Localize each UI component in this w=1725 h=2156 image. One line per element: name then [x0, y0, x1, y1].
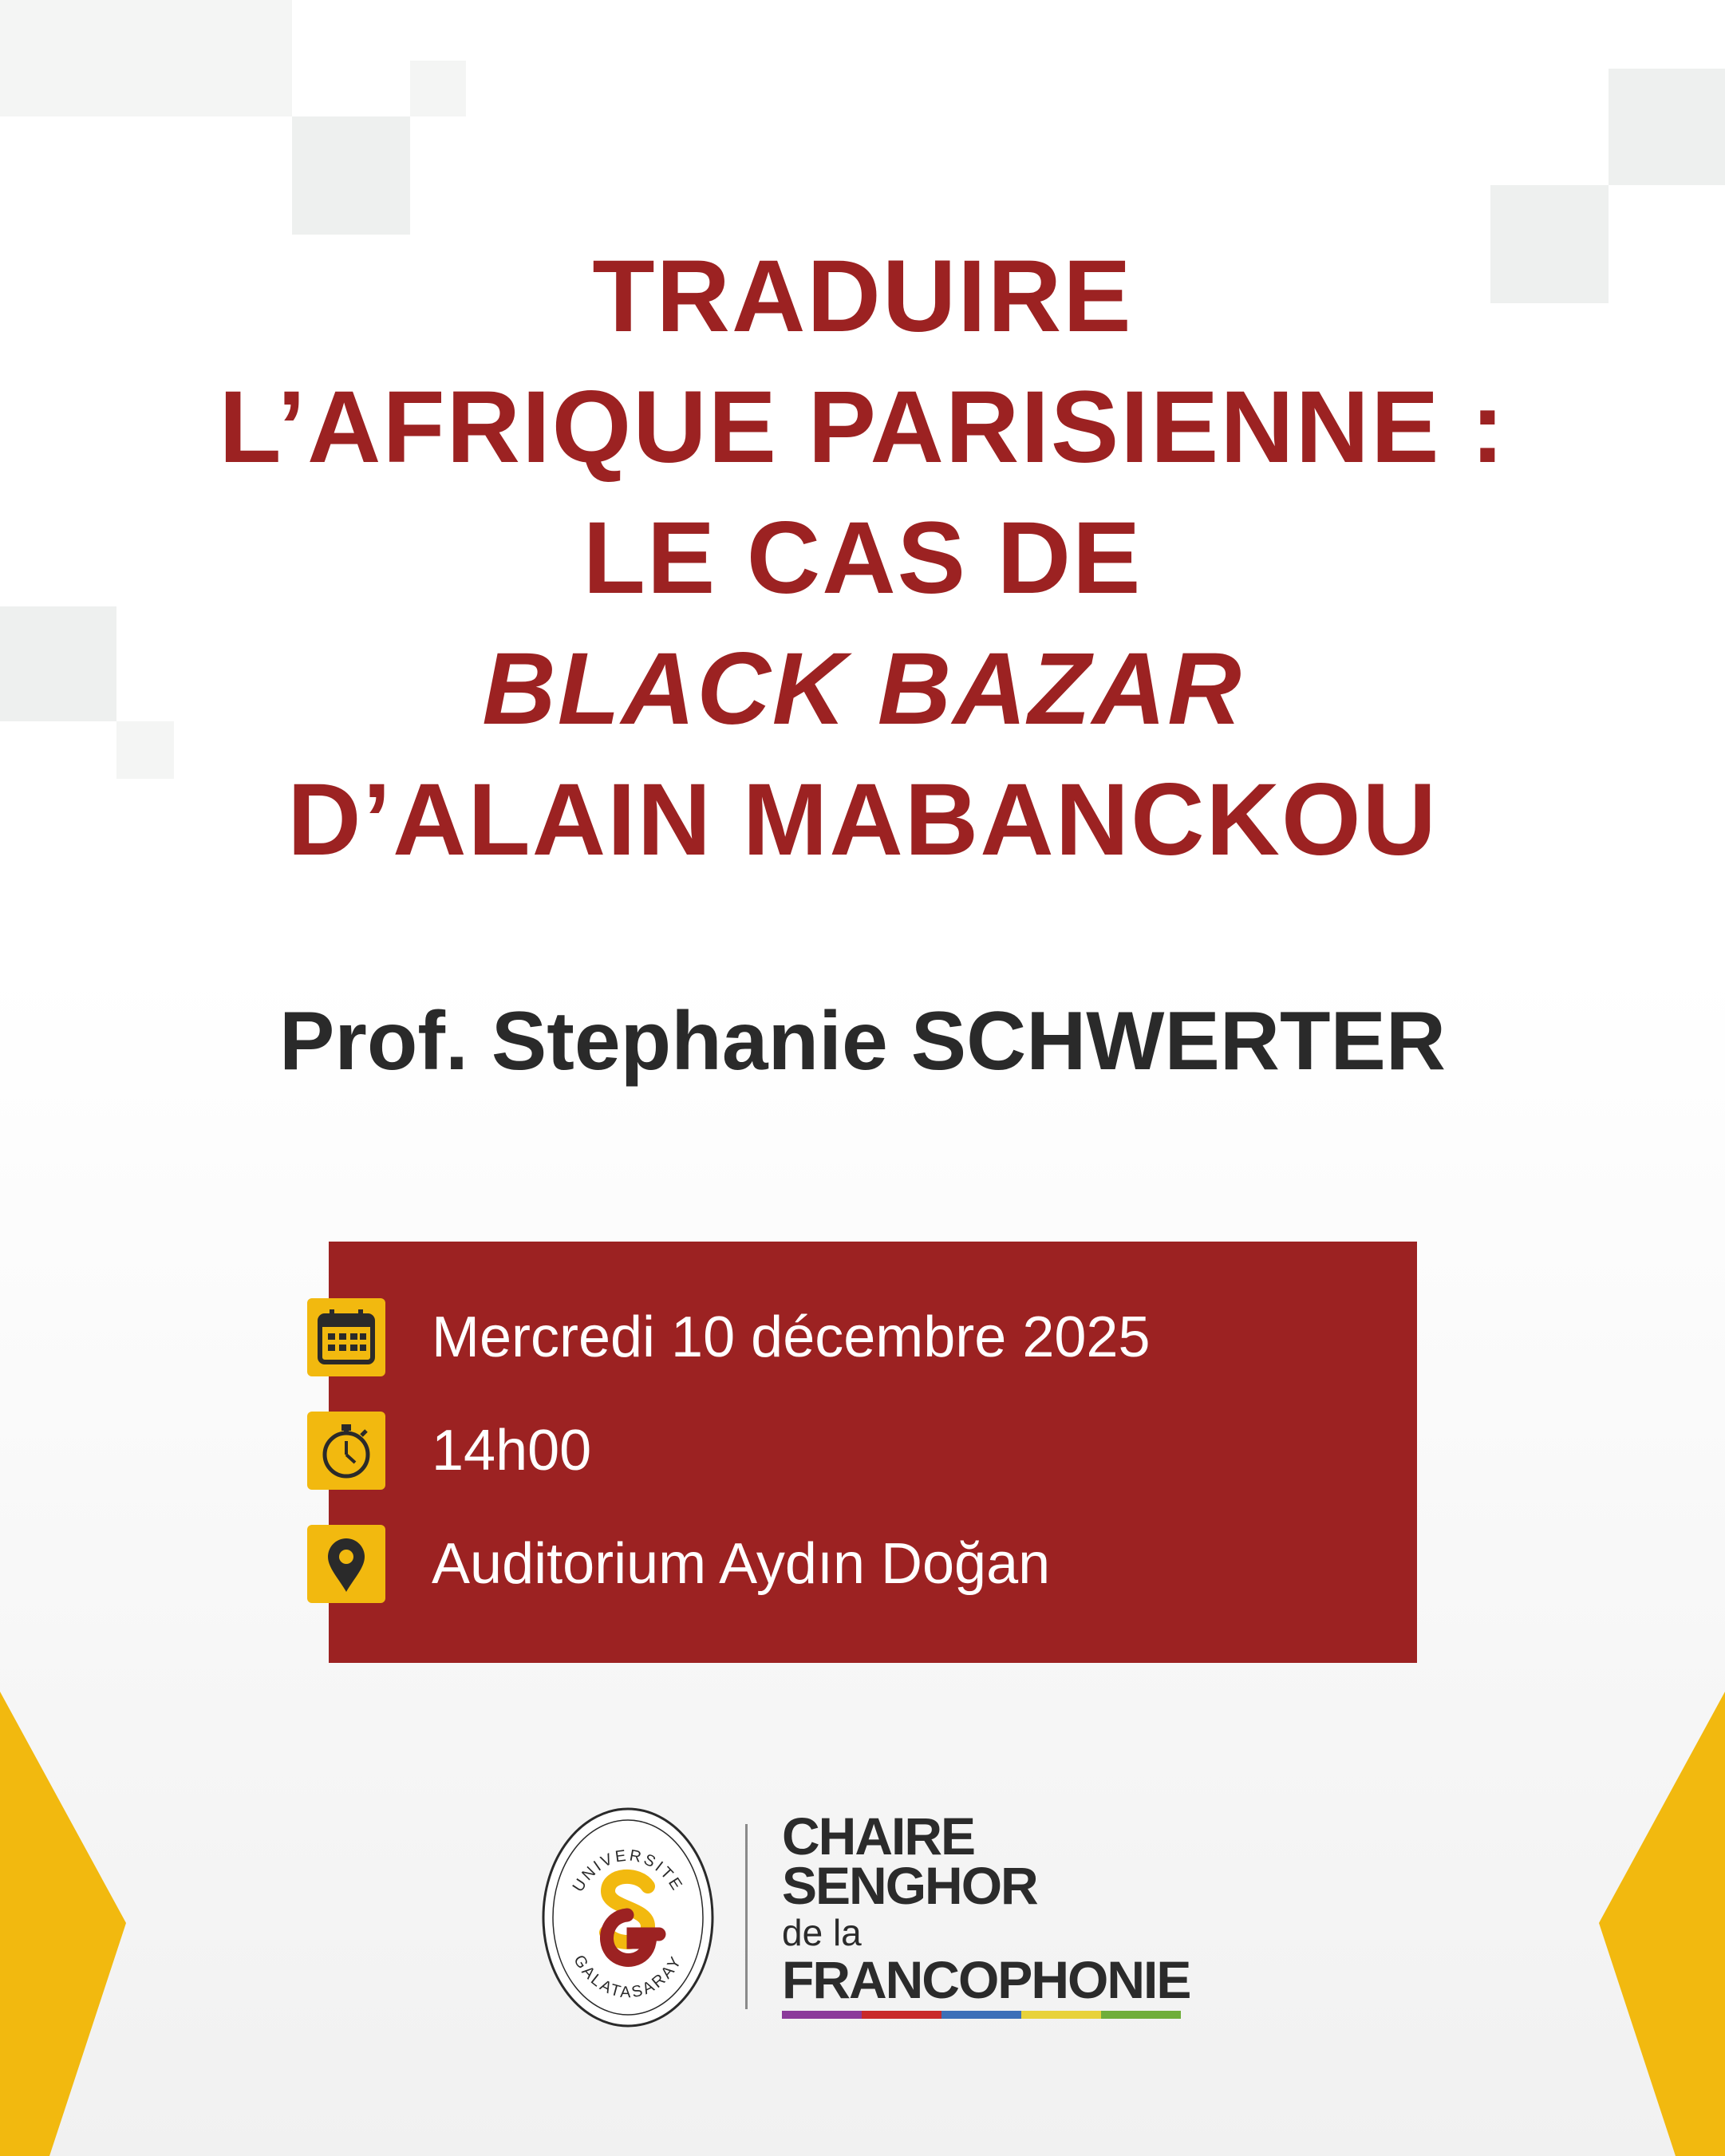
location-row — [307, 1524, 1344, 1604]
seal-top-text: UNIVERSITE — [569, 1846, 687, 1896]
chaire-line: de la — [782, 1912, 862, 1953]
chaire-line: SENGHOR — [782, 1856, 1037, 1915]
chaire-line: CHAIRE — [782, 1807, 975, 1866]
galatasaray-university-seal — [539, 1805, 716, 2030]
date-row — [307, 1297, 1344, 1377]
chaire-line: FRANCOPHONIE — [782, 1950, 1190, 2009]
chaire-senghor-logo — [782, 1807, 1190, 2019]
title-line: TRADUIRE — [592, 239, 1133, 353]
map-pin-icon — [307, 1525, 385, 1603]
event-date: Mercredi 10 décembre 2025 — [432, 1305, 1151, 1369]
event-location: Auditorium Aydın Doğan — [432, 1532, 1051, 1596]
yellow-triangle-left — [0, 1692, 136, 2156]
decor-square — [410, 61, 466, 116]
speaker-name: Prof. Stephanie SCHWERTER — [279, 995, 1446, 1088]
francophonie-color-bar — [782, 2011, 1181, 2019]
decor-square — [1609, 69, 1725, 185]
yellow-triangle-right — [1589, 1692, 1725, 2156]
event-info-box — [329, 1242, 1417, 1663]
calendar-icon — [307, 1298, 385, 1376]
title-line: D’ALAIN MABANCKOU — [287, 763, 1438, 877]
event-title — [0, 231, 1725, 886]
logo-divider — [745, 1824, 748, 2009]
event-time: 14h00 — [432, 1419, 592, 1483]
title-line: LE CAS DE — [582, 501, 1143, 615]
decor-square — [292, 116, 410, 235]
footer-logos — [539, 1805, 1194, 2044]
stopwatch-icon — [307, 1412, 385, 1490]
title-line-book: BLACK BAZAR — [482, 632, 1243, 746]
time-row — [307, 1411, 1344, 1491]
decor-square — [0, 0, 292, 116]
title-line: L’AFRIQUE PARISIENNE : — [219, 370, 1506, 484]
seal-bottom-text: GALATASARAY — [570, 1952, 686, 2002]
